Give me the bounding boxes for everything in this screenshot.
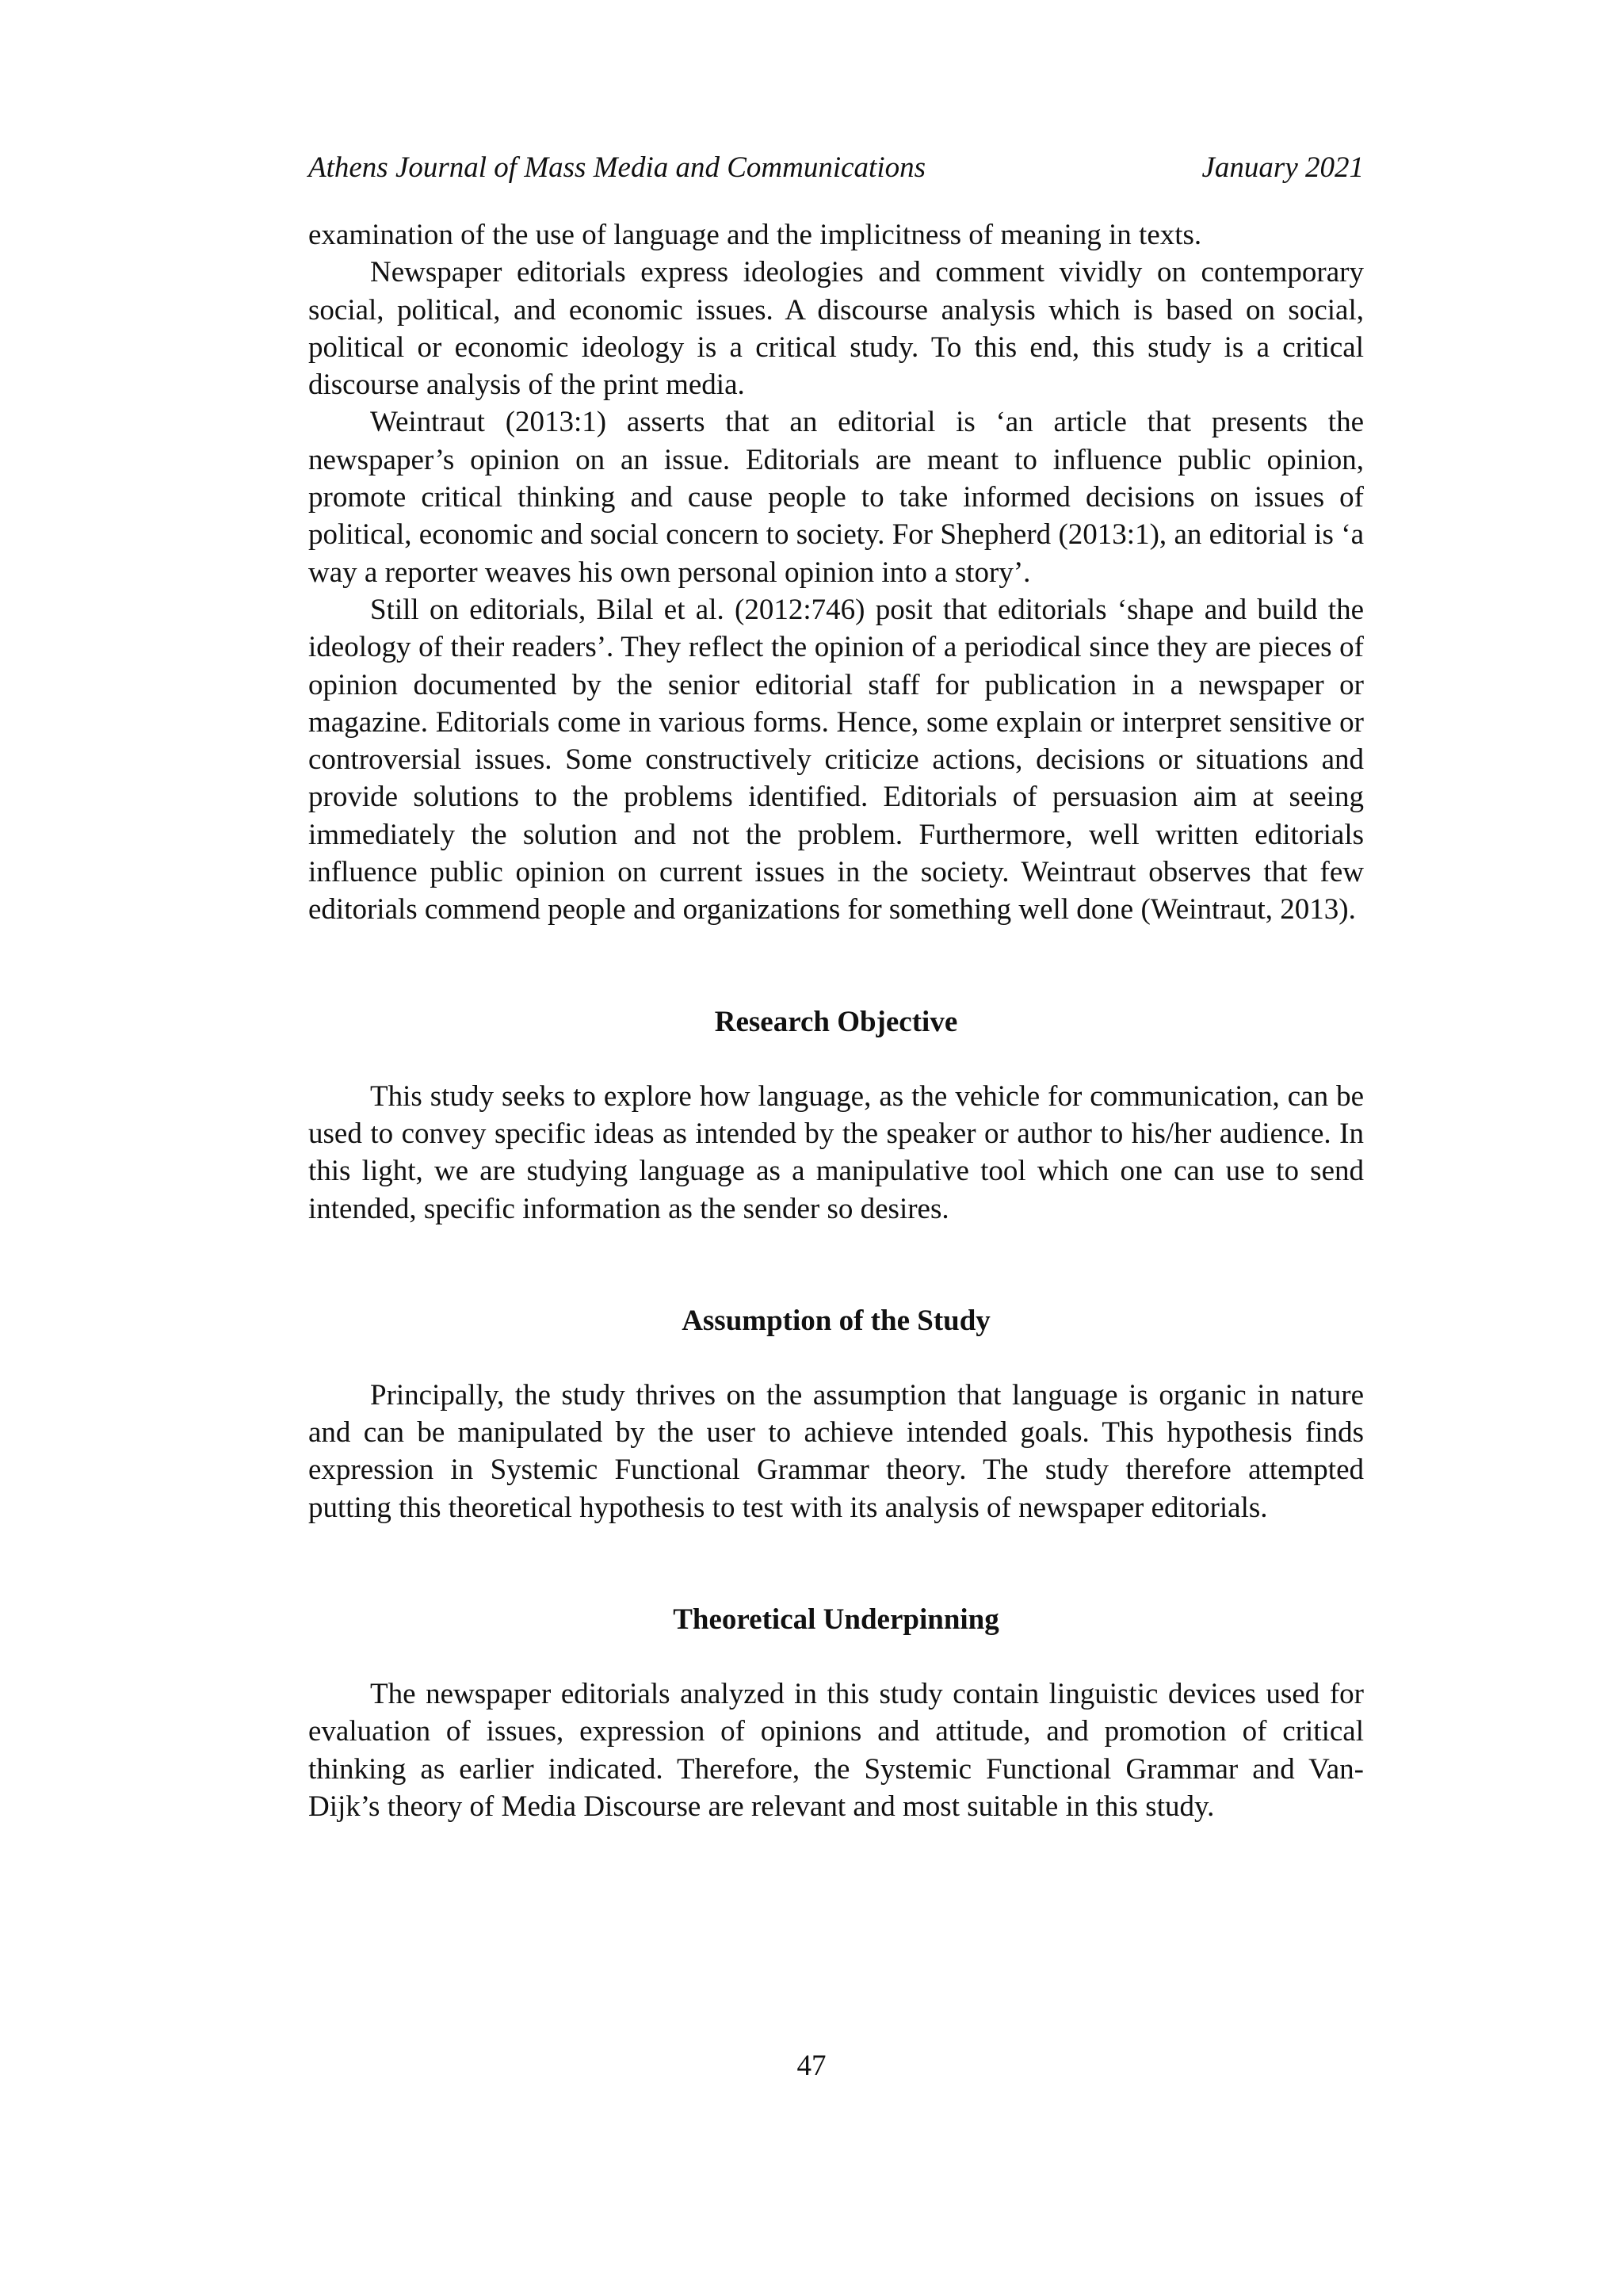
page-content	[308, 151, 1364, 1825]
body-paragraph-4: Still on editorials, Bilal et al. (2012:746) posit that editorials ‘shape and build the ideology of their readers’. They reflect the opinion of a periodical since they are pieces of opinion documented by the senior editorial staff for publication in a newspaper or magazine. Editorials come in various forms. Hence, some explain or interpret sensitive or controversial issues. Some constructively criticize actions, decisions or situations and provide solutions to the problems identified. Editorials of persuasion aim at seeing immediately the solution and not the problem. Furthermore, well written editorials influence public opinion on current issues in the society. Weintraut observes that few editorials commend people and organizations for something well done (Weintraut, 2013).	[308, 593, 1364, 926]
journal-title: Athens Journal of Mass Media and Communications	[308, 151, 926, 184]
section-heading-assumption: Assumption of the Study	[682, 1304, 991, 1337]
running-header	[308, 151, 1364, 185]
section-paragraph-assumption: Principally, the study thrives on the assumption that language is organic in nature and can be manipulated by the user to achieve intended goals. This hypothesis finds expression in Systemic Functional Grammar theory. The study therefore attempted putting this theoretical hypothesis to test with its analysis of newspaper editorials.	[308, 1378, 1364, 1524]
issue-date: January 2021	[1201, 151, 1364, 184]
section-heading-research-objective: Research Objective	[714, 1005, 958, 1038]
section-heading-theoretical-underpinning: Theoretical Underpinning	[673, 1603, 999, 1637]
body-paragraph-3: Weintraut (2013:1) asserts that an editorial is ‘an article that presents the newspaper’s opinion on an issue. Editorials are meant to influence public opinion, promote critical thinking and cause people to take informed decisions on issues of political, economic and social concern to society. For Shepherd (2013:1), an editorial is ‘a way a reporter weaves his own personal opinion into a story’.	[308, 406, 1364, 589]
page-number: 47	[796, 2050, 827, 2082]
body-paragraph-2: Newspaper editorials express ideologies and comment vividly on contemporary social, political, and economic issues. A discourse analysis which is based on social, political or economic ideology is a critical study. To this end, this study is a critical discourse analysis of the print media.	[308, 256, 1364, 402]
section-paragraph-research-objective: This study seeks to explore how language, as the vehicle for communication, can be used to convey specific ideas as intended by the speaker or author to his/her audience. In this light, we are studying language as a manipulative tool which one can use to send intended, specific information as the sender so desires.	[308, 1079, 1364, 1225]
body-paragraph-1: examination of the use of language and the implicitness of meaning in texts.	[308, 219, 1202, 251]
section-paragraph-theoretical-underpinning: The newspaper editorials analyzed in this study contain linguistic devices used for evaluation of issues, expression of opinions and attitude, and promotion of critical thinking as earlier indicated. Therefore, the Systemic Functional Grammar and Van-Dijk’s theory of Media Discourse are relevant and most suitable in this study.	[308, 1678, 1364, 1823]
